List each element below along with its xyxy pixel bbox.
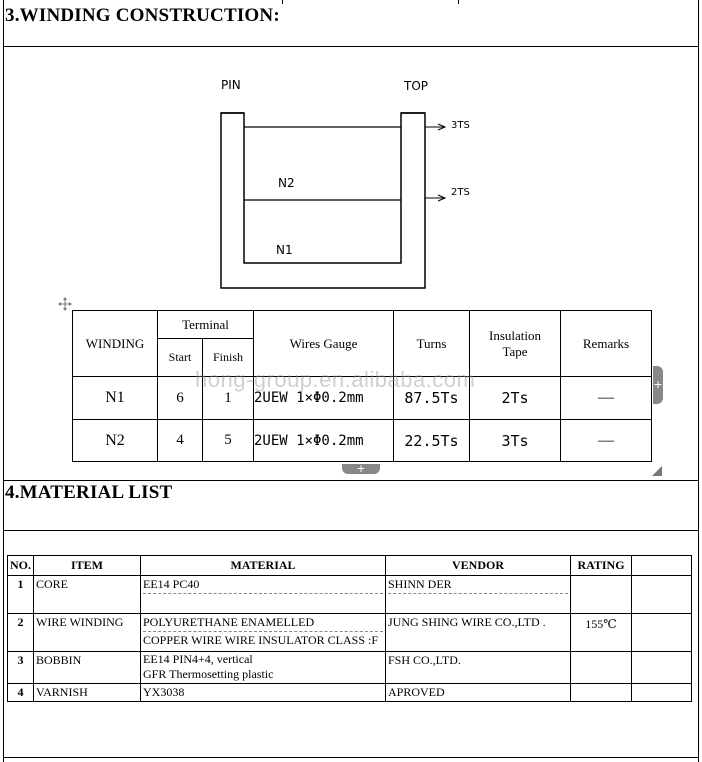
table-row xyxy=(8,576,692,614)
row-item: VARNISH xyxy=(34,684,141,702)
header-finish: Finish xyxy=(203,339,254,377)
tape-cell: 2Ts xyxy=(470,377,561,420)
start-cell: 6 xyxy=(158,377,203,420)
move-handle-icon[interactable] xyxy=(58,297,72,311)
row-extra xyxy=(632,684,692,702)
vendor-text: SHINN DER xyxy=(388,577,452,591)
turns-cell: 22.5Ts xyxy=(394,420,470,462)
header-vendor: VENDOR xyxy=(386,556,571,576)
finish-cell: 5 xyxy=(203,420,254,462)
bottom-rule xyxy=(3,757,699,758)
header-item: ITEM xyxy=(34,556,141,576)
n2-label: N2 xyxy=(278,176,295,190)
header-turns: Turns xyxy=(394,311,470,377)
row-item: WIRE WINDING xyxy=(34,614,141,652)
remarks-cell: — xyxy=(561,377,652,420)
watermark: hong-group.en.alibaba.com xyxy=(195,367,476,392)
row-vendor: JUNG SHING WIRE CO.,LTD . xyxy=(386,614,571,652)
material-line-2 xyxy=(143,593,383,611)
table-row xyxy=(8,652,692,684)
section3-title: 3.WINDING CONSTRUCTION: xyxy=(5,5,280,26)
section4-top-rule xyxy=(3,480,699,481)
material-line-2: COPPER WIRE WIRE INSULATOR CLASS :F xyxy=(143,631,383,649)
row-item: CORE xyxy=(34,576,141,614)
row-no: 1 xyxy=(8,576,34,614)
row-material xyxy=(141,652,386,684)
row-vendor: FSH CO.,LTD. xyxy=(386,652,571,684)
table-row xyxy=(8,614,692,652)
header-insulation-tape: Insulation Tape xyxy=(470,311,561,377)
row-material: YX3038 xyxy=(141,684,386,702)
section4-title: 4.MATERIAL LIST xyxy=(5,482,173,503)
resize-handle-icon[interactable] xyxy=(652,463,662,473)
header-terminal: Terminal xyxy=(158,311,254,339)
top-label: TOP xyxy=(404,79,429,93)
row-extra xyxy=(632,614,692,652)
bobbin-drawing xyxy=(0,0,702,300)
winding-cell: N2 xyxy=(73,420,158,462)
material-line-1: EE14 PIN4+4, vertical xyxy=(143,652,253,666)
header-winding: WINDING xyxy=(73,311,158,377)
material-line-1: EE14 PC40 xyxy=(143,577,200,591)
material-table xyxy=(7,555,692,702)
row-material xyxy=(141,576,386,614)
finish-cell: 1 xyxy=(203,377,254,420)
header-extra xyxy=(632,556,692,576)
row-extra xyxy=(632,652,692,684)
start-cell: 4 xyxy=(158,420,203,462)
winding-cell: N1 xyxy=(73,377,158,420)
header-material: MATERIAL xyxy=(141,556,386,576)
row-material xyxy=(141,614,386,652)
pin-label: PIN xyxy=(221,78,241,92)
turns-cell: 87.5Ts xyxy=(394,377,470,420)
gauge-cell: 2UEW 1×Φ0.2mm xyxy=(254,420,394,462)
row-rating: 155℃ xyxy=(571,614,632,652)
remarks-cell: — xyxy=(561,420,652,462)
row-item: BOBBIN xyxy=(34,652,141,684)
table-row xyxy=(73,420,652,462)
row-vendor xyxy=(386,576,571,614)
section4-sub-rule xyxy=(3,530,699,531)
header-start: Start xyxy=(158,339,203,377)
header-no: NO. xyxy=(8,556,34,576)
row-rating xyxy=(571,652,632,684)
row-no: 3 xyxy=(8,652,34,684)
row-rating xyxy=(571,576,632,614)
row-no: 2 xyxy=(8,614,34,652)
row-rating xyxy=(571,684,632,702)
material-line-2: GFR Thermosetting plastic xyxy=(143,667,274,681)
header-remarks: Remarks xyxy=(561,311,652,377)
table-row xyxy=(8,684,692,702)
tape-cell: 3Ts xyxy=(470,420,561,462)
add-column-button[interactable]: + xyxy=(653,366,663,404)
header-wires-gauge: Wires Gauge xyxy=(254,311,394,377)
n1-label: N1 xyxy=(276,243,293,257)
arrow-3ts-label: 3TS xyxy=(451,120,470,131)
header-rating: RATING xyxy=(571,556,632,576)
row-no: 4 xyxy=(8,684,34,702)
gauge-cell: 2UEW 1×Φ0.2mm xyxy=(254,377,394,420)
row-vendor: APROVED xyxy=(386,684,571,702)
material-line-1: POLYURETHANE ENAMELLED xyxy=(143,615,315,629)
add-row-button[interactable]: + xyxy=(342,464,380,474)
row-extra xyxy=(632,576,692,614)
arrow-2ts-label: 2TS xyxy=(451,187,470,198)
